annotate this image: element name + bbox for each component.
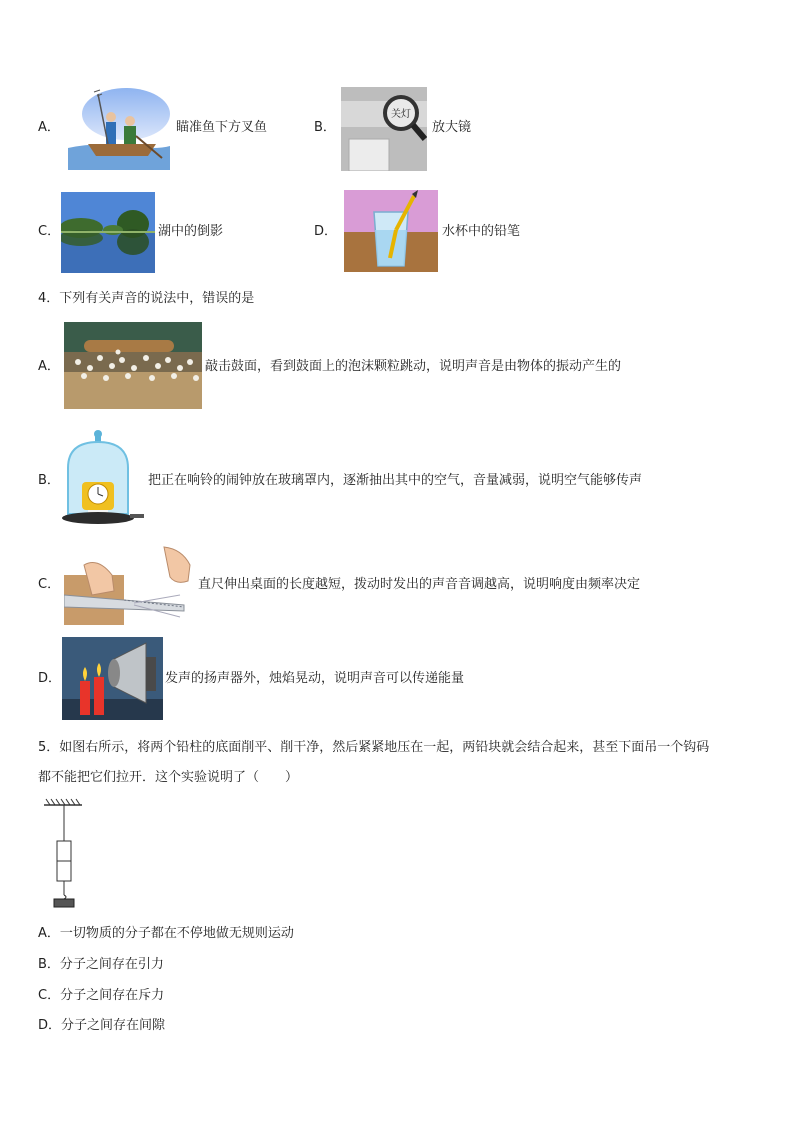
option-letter: A． xyxy=(38,359,60,374)
pencil-in-glass-icon xyxy=(344,190,438,272)
option-text: 一切物质的分子都在不停地做无规则运动 xyxy=(59,926,294,941)
option-text: 直尺伸出桌面的长度越短，拨动时发出的声音音调越高，说明响度由频率决定 xyxy=(198,577,641,592)
option-letter: D． xyxy=(38,1018,62,1033)
option-letter: B． xyxy=(314,120,336,135)
magnifier-sign-text: 关灯 xyxy=(391,109,411,120)
option-text: 发声的扬声器外，烛焰晃动，说明声音可以传递能量 xyxy=(165,671,465,686)
option-text: 分子之间存在引力 xyxy=(59,957,164,972)
option-letter: D． xyxy=(38,671,62,686)
speaker-candle-icon xyxy=(62,637,163,720)
option-letter: C． xyxy=(38,224,61,239)
q4-stem: 4．下列有关声音的说法中，错误的是 xyxy=(38,291,255,306)
option-text: 瞄准鱼下方叉鱼 xyxy=(176,120,268,135)
option-text: 水杯中的铅笔 xyxy=(442,224,521,239)
magnifier-icon xyxy=(341,87,427,171)
option-letter: A． xyxy=(38,926,60,941)
q5-stem-line1: 5．如图右所示，将两个铅柱的底面削平、削干净，然后紧紧地压在一起，两铅块就会结合起来，甚至下面吊一个钩码 xyxy=(38,740,710,755)
option-text: 敲击鼓面，看到鼓面上的泡沫颗粒跳动，说明声音是由物体的振动产生的 xyxy=(205,359,622,374)
bell-jar-clock-icon xyxy=(60,428,146,532)
ruler-vibration-icon xyxy=(64,545,196,625)
option-text: 放大镜 xyxy=(432,120,472,135)
drum-foam-icon xyxy=(64,322,202,409)
option-text: 分子之间存在间隙 xyxy=(61,1018,166,1033)
option-text: 湖中的倒影 xyxy=(158,224,224,239)
q5-stem-line2: 都不能把它们拉开．这个实验说明了（ ） xyxy=(38,770,299,785)
option-text: 分子之间存在斥力 xyxy=(60,988,165,1003)
q5-option-c xyxy=(38,988,164,1004)
lead-cylinders-weight-icon xyxy=(42,797,86,911)
q5-option-d xyxy=(38,1018,165,1034)
option-letter: C． xyxy=(38,577,61,592)
option-letter: D． xyxy=(314,224,338,239)
option-letter: B． xyxy=(38,473,60,488)
fishing-boat-icon xyxy=(66,86,170,170)
option-letter: B． xyxy=(38,957,60,972)
option-letter: A． xyxy=(38,120,60,135)
lake-reflection-icon xyxy=(61,192,155,273)
q5-option-a xyxy=(38,926,294,942)
option-text: 把正在响铃的闹钟放在玻璃罩内，逐渐抽出其中的空气，音量减弱，说明空气能够传声 xyxy=(148,473,643,488)
q5-option-b xyxy=(38,957,164,973)
option-letter: C． xyxy=(38,988,61,1003)
